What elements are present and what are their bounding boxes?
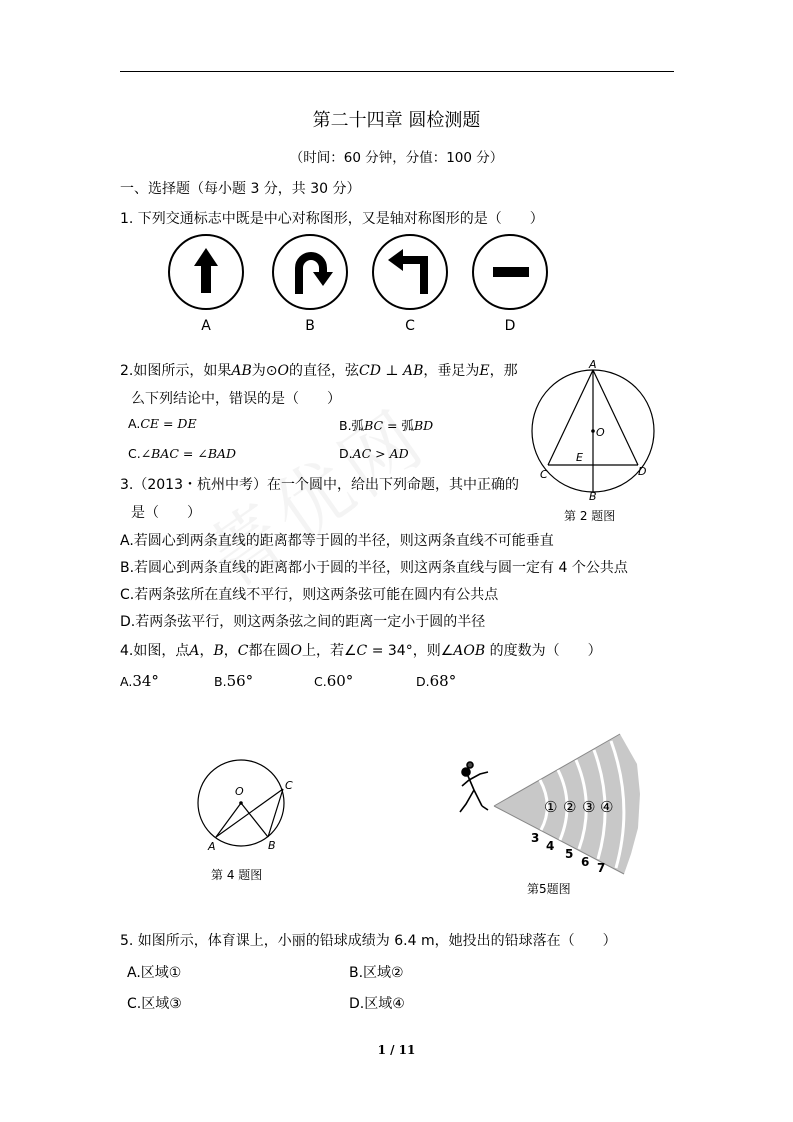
q3-option-c: C.若两条弦所在直线不平行，则这两条弦可能在圆内有公共点 (120, 587, 499, 603)
q1-signs (150, 232, 570, 342)
q4-option-b (214, 672, 253, 690)
q2-figure-caption: 第 2 题图 (564, 509, 616, 523)
q4-label-c: C (285, 779, 293, 792)
option-value: BD (413, 418, 434, 433)
q5-figure (452, 732, 652, 882)
q4-point-b: B (213, 643, 224, 659)
q4-stem-text: 的度数为（ ） (485, 643, 602, 659)
q5-option-d: D.区域④ (349, 996, 405, 1012)
q4-point-a: A (189, 643, 200, 659)
q4-stem-text: 上，若∠ (301, 643, 357, 659)
q2-option-b (339, 416, 433, 434)
q4-stem-text: ， (199, 643, 214, 659)
q2-label-d: D (638, 465, 647, 478)
q2-option-d (339, 446, 409, 461)
option-text: = 弧 (383, 418, 414, 433)
q2-label-b: B (589, 490, 597, 500)
q3-option-a: A.若圆心到两条直线的距离都等于圆的半径，则这两条直线不可能垂直 (120, 533, 554, 549)
option-value: 56° (226, 672, 254, 690)
option-prefix: B.弧 (339, 418, 365, 433)
q5-region-2: ② (563, 798, 577, 816)
q2-e: E (479, 363, 490, 379)
u-turn-sign-icon (273, 235, 347, 309)
q2-stem-text: ，那 (489, 363, 518, 379)
left-turn-sign-icon (373, 235, 447, 309)
q2-center (591, 429, 595, 433)
q4-angle-c: C (356, 643, 368, 659)
q3-option-b: B.若圆心到两条直线的距离都小于圆的半径，则这两条直线与圆一定有 4 个公共点 (120, 560, 628, 576)
q2-option-c (128, 446, 236, 461)
q5-distance-3: 3 (531, 831, 540, 845)
q4-option-d (416, 672, 456, 690)
option-value: 68° (429, 672, 457, 690)
option-prefix: A. (128, 416, 141, 431)
q5-figure-caption: 第5题图 (527, 882, 571, 896)
q4-point-o: O (290, 643, 302, 659)
q4-chord-bc (268, 789, 283, 837)
q4-radius-oa (216, 803, 241, 837)
q1-label-c: C (405, 318, 415, 334)
q2-label-a: A (589, 358, 597, 371)
option-value: 60° (326, 672, 354, 690)
q2-label-o: O (596, 426, 605, 439)
q4-center (239, 801, 243, 805)
q1-label-b: B (305, 318, 315, 334)
q4-stem-text: 4.如图，点 (120, 643, 190, 659)
q4-angle-aob: AOB (453, 643, 486, 659)
q4-option-a (120, 672, 159, 690)
q3-stem-line2: 是（ ） (131, 505, 201, 521)
q4-figure (190, 755, 305, 855)
page-title: 第二十四章 圆检测题 (312, 110, 481, 131)
option-value: CE = DE (140, 416, 197, 431)
section-heading: 一、选择题（每小题 3 分，共 30 分） (120, 181, 361, 197)
q4-point-c: C (237, 643, 249, 659)
q3-option-d: D.若两条弦平行，则这两条弦之间的距离一定小于圆的半径 (120, 614, 486, 630)
q4-label-b: B (268, 839, 276, 852)
q3-stem-line1: 3.（2013・杭州中考）在一个圆中，给出下列命题，其中正确的 (120, 477, 519, 493)
q4-label-a: A (208, 840, 216, 853)
option-value: 34° (132, 672, 159, 690)
page-number: 1 / 11 (377, 1043, 416, 1057)
q1-stem: 1. 下列交通标志中既是中心对称图形，又是轴对称图形的是（ ） (120, 211, 544, 227)
arrow-up-sign-icon (169, 235, 243, 309)
shot-putter-icon (460, 762, 488, 812)
horizontal-bar-sign-icon (473, 235, 547, 309)
q5-distance-6: 6 (581, 855, 590, 869)
time-info: （时间：60 分钟，分值：100 分） (289, 150, 504, 166)
q4-figure-caption: 第 4 题图 (211, 868, 263, 882)
q5-distance-5: 5 (565, 847, 574, 861)
option-prefix: B. (214, 674, 227, 689)
q4-stem (120, 640, 602, 660)
q4-radius-ob (241, 803, 268, 837)
q2-stem-text: 的直径，弦 (288, 363, 359, 379)
q2-figure (525, 355, 660, 500)
option-prefix: C. (314, 674, 327, 689)
q2-o: O (277, 363, 289, 379)
q5-stem: 5. 如图所示，体育课上，小丽的铅球成绩为 6.4 m，她投出的铅球落在（ ） (120, 933, 617, 949)
q5-region-4: ④ (600, 798, 614, 816)
q1-label-a: A (201, 318, 211, 334)
option-value: ∠BAC = ∠BAD (140, 446, 237, 461)
option-prefix: A. (120, 674, 133, 689)
q2-stem-text: ，垂足为 (423, 363, 480, 379)
q5-option-a: A.区域① (127, 965, 182, 981)
q4-label-o: O (235, 785, 244, 798)
q2-label-c: C (540, 468, 548, 481)
q4-option-c (314, 672, 353, 690)
option-value: AC > AD (352, 446, 409, 461)
q5-distance-4: 4 (546, 839, 555, 853)
q5-distance-7: 7 (597, 861, 606, 875)
q2-cd: CD ⊥ AB (358, 363, 424, 379)
option-prefix: D. (339, 446, 353, 461)
q2-stem-line1 (120, 360, 518, 380)
q2-stem-text: 2.如图所示，如果 (120, 363, 232, 379)
q2-option-a (128, 416, 197, 431)
q4-stem-text: = 34°，则∠ (367, 643, 454, 659)
q5-option-b: B.区域② (349, 965, 404, 981)
q4-stem-text: 都在圆 (248, 643, 291, 659)
option-prefix: D. (416, 674, 430, 689)
q5-option-c: C.区域③ (127, 996, 182, 1012)
q2-stem-text: 为⊙ (251, 363, 278, 379)
q2-ab: AB (231, 363, 252, 379)
q1-label-d: D (504, 318, 516, 334)
q4-stem-text: ， (223, 643, 238, 659)
option-prefix: C. (128, 446, 141, 461)
option-value: BC (364, 418, 384, 433)
q2-stem-line2: 么下列结论中，错误的是（ ） (131, 391, 341, 407)
q5-region-1: ① (544, 798, 558, 816)
header-rule (120, 71, 674, 72)
q2-label-e: E (576, 451, 583, 464)
q5-region-3: ③ (582, 798, 596, 816)
q4-chord-ac (216, 789, 283, 837)
